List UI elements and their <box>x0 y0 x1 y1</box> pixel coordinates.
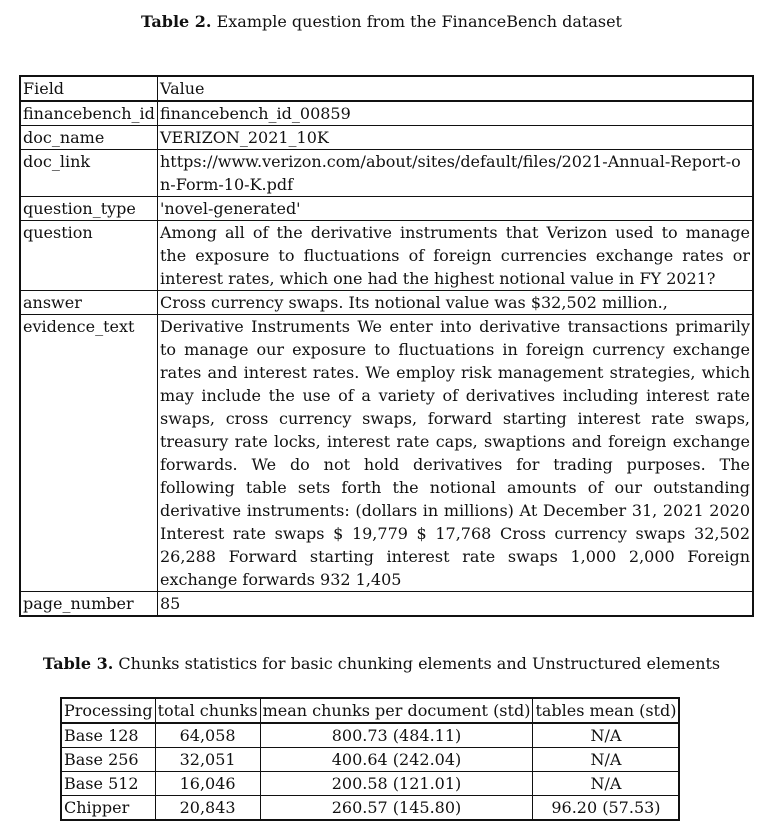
table3-cell: 32,051 <box>155 748 260 772</box>
table3-cell: N/A <box>533 723 680 748</box>
table3-cell: 200.58 (121.01) <box>260 772 533 796</box>
table2-row <box>20 291 753 315</box>
chunk-statistics-table <box>60 697 680 821</box>
table3-cell: 64,058 <box>155 723 260 748</box>
table3-cell: Base 128 <box>61 723 155 748</box>
table2-field-cell: evidence_text <box>20 315 158 592</box>
table3-cell: 96.20 (57.53) <box>533 796 680 821</box>
table3-cell: 800.73 (484.11) <box>260 723 533 748</box>
table3-row <box>61 772 679 796</box>
table2-value-cell: https://www.verizon.com/about/sites/default/files/2021-Annual-Report-on-Form-10-K.pdf <box>158 150 754 197</box>
table2-field-cell: page_number <box>20 592 158 617</box>
table3-row <box>61 723 679 748</box>
table3-header-cell: total chunks <box>155 698 260 723</box>
table3-cell: Base 256 <box>61 748 155 772</box>
table2-field-cell: answer <box>20 291 158 315</box>
table2-header-field: Field <box>20 76 158 101</box>
table3-header-cell: tables mean (std) <box>533 698 680 723</box>
table3-row <box>61 748 679 772</box>
table2-caption-text: Example question from the FinanceBench dataset <box>211 12 622 31</box>
table2-row <box>20 150 753 197</box>
table2-row <box>20 197 753 221</box>
table3-header-row <box>61 698 679 723</box>
table2-field-cell: financebench_id <box>20 101 158 126</box>
table2-row <box>20 126 753 150</box>
table2-value-cell: financebench_id_00859 <box>158 101 754 126</box>
table3-cell: 260.57 (145.80) <box>260 796 533 821</box>
table3-row <box>61 796 679 821</box>
table2-row <box>20 221 753 291</box>
table2-value-cell: Cross currency swaps. Its notional value was $32,502 million., <box>158 291 754 315</box>
table3-caption <box>0 654 763 673</box>
table2-field-cell: doc_name <box>20 126 158 150</box>
table3-cell: N/A <box>533 748 680 772</box>
table2-value-cell: Among all of the derivative instruments that Verizon used to manage the exposure to fluctuations of foreign currencies exchange rates or interest rates, which one had the highest notional value in FY 2021? <box>158 221 754 291</box>
table2-row <box>20 315 753 592</box>
table2-header-value: Value <box>158 76 754 101</box>
table2-field-cell: doc_link <box>20 150 158 197</box>
table2-row <box>20 101 753 126</box>
table3-cell: Chipper <box>61 796 155 821</box>
table2-header-row <box>20 76 753 101</box>
table2-field-cell: question <box>20 221 158 291</box>
table2-value-cell: 85 <box>158 592 754 617</box>
table2-field-cell: question_type <box>20 197 158 221</box>
table2-value-cell: 'novel-generated' <box>158 197 754 221</box>
financebench-example-table <box>19 75 754 617</box>
table2-row <box>20 592 753 617</box>
table3-cell: Base 512 <box>61 772 155 796</box>
table3-caption-label: Table 3. <box>42 654 114 673</box>
table2-caption-label: Table 2. <box>141 12 212 31</box>
table3-header-cell: Processing <box>61 698 155 723</box>
table3-caption-text: Chunks statistics for basic chunking elements and Unstructured elements <box>113 654 721 673</box>
table2-value-cell: Derivative Instruments We enter into derivative transactions primarily to manage our exposure to fluctuations in foreign currency exchange rates and interest rates. We employ risk management strategies, which may include the use of a variety of derivatives including interest rate swaps, cross currency swaps, forward starting interest rate swaps, treasury rate locks, interest rate caps, swaptions and foreign exchange forwards. We do not hold derivatives for trading purposes. The following table sets forth the notional amounts of our outstanding derivative instruments: (dollars in millions) At December 31, 2021 2020 Interest rate swaps $ 19,779 $ 17,768 Cross currency swaps 32,502 26,288 Forward starting interest rate swaps 1,000 2,000 Foreign exchange forwards 932 1,405 <box>158 315 754 592</box>
table2-caption <box>0 12 763 31</box>
table3-cell: N/A <box>533 772 680 796</box>
table3-cell: 16,046 <box>155 772 260 796</box>
table2-value-cell: VERIZON_2021_10K <box>158 126 754 150</box>
table3-header-cell: mean chunks per document (std) <box>260 698 533 723</box>
table3-cell: 400.64 (242.04) <box>260 748 533 772</box>
table3-cell: 20,843 <box>155 796 260 821</box>
